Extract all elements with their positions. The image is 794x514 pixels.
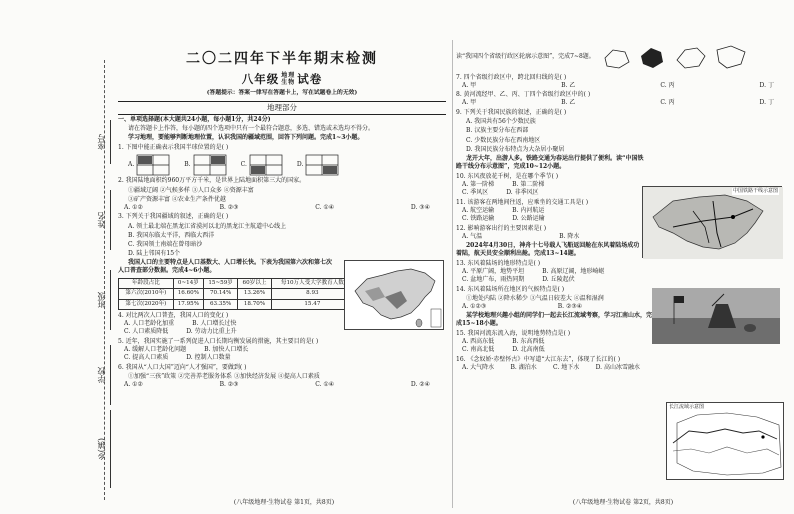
q6-option-a[interactable]: A. ①② (124, 381, 143, 389)
table-row: 第六次(2010年) 16.60% 70.14% 13.26% 8.93 (119, 289, 354, 300)
answer-notice: (答题提示：答案一律写在答题卡上，写在试题卷上的无效) (206, 89, 358, 96)
section-heading: 地理部分 (118, 101, 446, 115)
question-4: 4. 对比两次人口普查，我国人口的变化( ) (118, 311, 229, 319)
q15-option-d[interactable]: D. 北高南低 (512, 346, 545, 354)
q10-option-d[interactable]: D. 非季风区 (506, 189, 539, 197)
q2-option-d[interactable]: D. ③④ (410, 203, 430, 211)
q10-option-a[interactable]: A. 第一阶梯 (462, 180, 495, 188)
q9-option-d[interactable]: D. 我国民族分布特点为大杂居小聚居 (466, 145, 565, 153)
town-label: 乡(镇) (97, 437, 106, 461)
q6-option-b[interactable]: B. ②③ (219, 381, 239, 389)
question-1: 1. 下图中能正确表示我国半球位置的是( ) (118, 143, 229, 151)
question-14: 14. 东风着陆场所在地区的气候特点是( ) (456, 285, 565, 293)
q2-option-a[interactable]: A. ①② (124, 203, 143, 211)
intro-4-6: 我国人口的主要特点是人口基数大、人口增长快。下表为我国第六次和第七次人口普查部分数据。完成4~6小题。 (118, 259, 333, 275)
question-6-statements: ①加强“三孩”政策 ②完善养老服务体系 ③加快经济发展 ④提高人口素质 (128, 372, 320, 380)
question-5-options (118, 346, 446, 354)
intro-10-12: 龙开大年，出游人多。铁路交通为春运出行提供了便利。读“中国铁路干线分布示意图”，完成10~12小题。 (456, 154, 644, 171)
q1-option-d[interactable]: D. (297, 154, 340, 176)
q1-options (118, 154, 446, 176)
q7-option-a[interactable]: A. 甲 (462, 81, 477, 89)
q16-option-b[interactable]: B. 湖泊水 (510, 364, 537, 372)
q6-option-c[interactable]: C. ①④ (315, 381, 335, 389)
q3-option-d[interactable]: D. 陆上邻国有15个 (128, 250, 181, 258)
page-divider (452, 40, 453, 508)
q8-option-a[interactable]: A. 甲 (462, 99, 477, 107)
provinces-outline-icon (601, 42, 751, 72)
q15-option-c[interactable]: C. 南高北低 (462, 346, 495, 354)
intro-13-14: 2024年4月30日，神舟十七号载人飞船返回舱在东风着陆场成功着陆，航天员安全顺利出舱。完成13~14题。 (456, 241, 640, 258)
question-7-options (456, 82, 790, 90)
exam-subtitle: 八年级 地理 生物 试卷 (241, 71, 323, 87)
question-6-options (118, 381, 446, 389)
q11-option-b[interactable]: B. 内河航运 (512, 206, 545, 214)
hemisphere-grid-icon (305, 154, 339, 176)
question-8: 8. 黄河流经甲、乙、丙、丁四个省级行政区中的( ) (456, 91, 591, 99)
q7-option-d[interactable]: D. 丁 (759, 81, 774, 89)
class-label: 班级 (97, 292, 106, 308)
question-2-statements-2: ③矿产资源丰富 ④农业生产条件优越 (128, 195, 226, 203)
q4-option-b[interactable]: B. 人口增长过快 (192, 320, 237, 327)
q14-option-a[interactable]: A. ①②③ (462, 303, 487, 311)
q9-option-c[interactable]: C. 少数民族分布在西南地区 (466, 136, 541, 144)
yangtze-map-figure (666, 402, 784, 480)
question-15: 15. 我国河流东流入海，说明地势特点是( ) (456, 330, 571, 338)
exam-title: 二〇二四年下半年期末检测 (186, 51, 378, 67)
landing-photo (652, 288, 780, 344)
population-table (118, 278, 354, 311)
q8-option-d[interactable]: D. 丁 (759, 99, 774, 107)
q1-option-b[interactable]: B. (184, 154, 226, 176)
q11-option-c[interactable]: C. 铁路运输 (462, 215, 495, 222)
question-2: 2. 我国陆地面积约960万平方千米，是世界上陆地面积第三大的国家。 (118, 177, 306, 185)
name-label: 姓名 (97, 212, 106, 228)
q15-option-a[interactable]: A. 西高东低 (462, 338, 495, 346)
question-7: 7. 四个省级行政区中，跨北回归线的是( ) (456, 73, 567, 81)
binding-strip (0, 0, 118, 514)
yangtze-map-label: 长江流域示意图 (669, 404, 705, 410)
q1-option-c[interactable]: C. (241, 154, 283, 176)
part1-heading: 一、单项选择题(本大题共24小题，每小题1分，共24分) (118, 115, 271, 123)
china-map-figure (344, 260, 444, 330)
q2-option-b[interactable]: B. ②③ (219, 203, 239, 211)
q9-option-a[interactable]: A. 我国共有56个少数民族 (466, 118, 536, 126)
page-footer-2: (八年级地理·生物试卷 第2页，共8页) (572, 498, 674, 506)
q6-option-d[interactable]: D. ②④ (410, 381, 430, 389)
q5-option-a[interactable]: A. 缓解人口老龄化问题 (124, 345, 187, 353)
q7-option-b[interactable]: B. 乙 (561, 81, 576, 89)
q5-option-b[interactable]: B. 加快人口增长 (204, 345, 249, 353)
question-8-options (456, 99, 790, 107)
hemisphere-grid-icon (249, 154, 283, 176)
school-label: 学校 (97, 367, 106, 383)
question-16: 16. 《念奴娇·赤壁怀古》中写道“大江东去”，体现了长江的( ) (456, 356, 621, 363)
railway-map-label: 中国铁路干线示意图 (732, 188, 778, 194)
right-page (456, 40, 790, 508)
question-10: 10. 东风夜放花千树，是在哪个季节( ) (456, 172, 559, 180)
q12-option-b[interactable]: B. 降水 (559, 232, 580, 240)
question-14-statements: ①地处内陆 ②降水稀少 ③气温日较差大 ④温和湿润 (466, 294, 604, 302)
question-9: 9. 下列关于我国民族的叙述，正确的是( ) (456, 109, 567, 117)
question-5: 5. 近年，我国实施了一系列促进人口长期均衡发展的措施，其主要目的是( ) (118, 337, 319, 345)
q5-option-d[interactable]: D. 控制人口数量 (186, 354, 231, 362)
q12-option-a[interactable]: A. 气温 (462, 232, 483, 240)
railway-map-icon (643, 187, 783, 259)
q3-option-a[interactable]: A. 领土最北端在黑龙江省漠河以北的黑龙江主航道中心线上 (128, 222, 287, 230)
question-12: 12. 影响游客出行的主要因素是( ) (456, 224, 547, 232)
q9-option-b[interactable]: B. 汉族主要分布在西部 (466, 127, 529, 135)
seat-label: 座号 (97, 134, 106, 150)
table-header-row: 年龄段占比 0~14岁 15~59岁 60岁以上 每10万人受大学教育人数 (119, 278, 354, 289)
q16-option-d[interactable]: D. 高山冰雪融水 (595, 364, 640, 372)
q13-option-c[interactable]: C. 盆地广布，雨热同期 (462, 276, 525, 284)
q4-option-c[interactable]: C. 人口素质降低 (124, 328, 169, 336)
page-footer-1: (八年级地理·生物试卷 第1页，共8页) (233, 498, 335, 506)
intro-15-18: 某学校地理兴趣小组的同学们一起去长江流域考察，学习江南山水，完成15~18小题。 (456, 312, 653, 328)
railway-map-figure (642, 186, 782, 258)
q8-option-c[interactable]: C. 丙 (660, 99, 675, 107)
question-13: 13. 东风着陆场的地形特点是( ) (456, 259, 541, 267)
q13-option-b[interactable]: B. 高原辽阔，地形崎岖 (542, 267, 605, 275)
intro-7-8: 读“我国四个省级行政区轮廓示意图”，完成7~8题。 (456, 53, 595, 61)
left-page (118, 40, 450, 508)
q5-option-c[interactable]: C. 提高人口素质 (124, 354, 169, 362)
q15-option-b[interactable]: B. 东高西低 (512, 338, 545, 346)
part1-note: 请在答题卡上作答，每小题的四个选项中只有一个最符合题意，多选、错选或未选均不得分。 (128, 124, 375, 132)
table-row: 第七次(2020年) 17.95% 63.35% 18.70% 15.47 (119, 299, 354, 310)
hemisphere-grid-icon (193, 154, 227, 176)
china-outline-icon (345, 261, 445, 331)
cut-line (104, 60, 105, 500)
q2-option-c[interactable]: C. ①④ (315, 203, 335, 211)
q7-option-c[interactable]: C. 丙 (660, 81, 675, 89)
question-3: 3. 下列关于我国疆域的叙述，正确的是( ) (118, 213, 229, 221)
question-3-options (118, 223, 334, 259)
question-16-options (456, 364, 656, 372)
q8-option-b[interactable]: B. 乙 (561, 99, 576, 107)
q4-option-d[interactable]: D. 劳动力比重上升 (186, 328, 237, 336)
intro-1-3: 学习地理，要能够判断地理位置，认识我国的疆域范围，回答下列问题。完成1~3小题。 (128, 134, 364, 142)
q3-option-b[interactable]: B. 我国东临太平洋，西临大西洋 (128, 231, 215, 239)
q14-option-b[interactable]: B. ②③④ (557, 303, 583, 311)
question-2-options (118, 204, 446, 212)
hemisphere-grid-icon (136, 154, 170, 176)
q13-option-a[interactable]: A. 平原广阔，地势平坦 (462, 267, 525, 275)
q10-option-c[interactable]: C. 季风区 (462, 189, 489, 197)
q4-option-a[interactable]: A. 人口老龄化加重 (124, 320, 175, 327)
yangtze-basin-icon (667, 403, 785, 481)
q16-option-c[interactable]: C. 地下水 (553, 364, 580, 372)
q1-option-a[interactable]: A. (128, 154, 170, 176)
q13-option-d[interactable]: D. 丘陵起伏 (542, 276, 575, 284)
q11-option-d[interactable]: D. 公路运输 (512, 215, 545, 222)
question-2-statements: ①疆域辽阔 ②气候多样 ③人口众多 ④资源丰富 (128, 186, 254, 194)
q10-option-b[interactable]: B. 第二阶梯 (512, 180, 545, 188)
capsule-landing-icon (652, 288, 780, 344)
q11-option-a[interactable]: A. 航空运输 (462, 206, 495, 214)
question-11: 11. 该游客在两地间往返，应乘坐的交通工具是( ) (456, 198, 589, 206)
question-6: 6. 我国从“人口大国”迈向“人才强国”，要做到( ) (118, 363, 247, 371)
q16-option-a[interactable]: A. 大气降水 (462, 364, 495, 372)
q3-option-c[interactable]: C. 我国领土南端在曾母暗沙 (128, 240, 203, 248)
